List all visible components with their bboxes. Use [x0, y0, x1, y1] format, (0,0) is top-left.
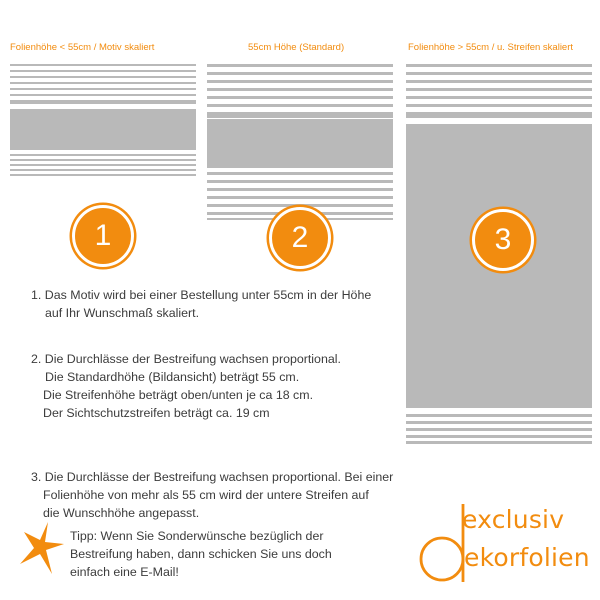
column-label-1: Folienhöhe < 55cm / Motiv skaliert [10, 42, 155, 53]
tip-text [70, 527, 332, 581]
number-circle-3 [472, 209, 534, 271]
stripe-diagram-small [10, 64, 196, 176]
star-burst-icon [20, 522, 64, 574]
number-circle-1 [72, 205, 134, 267]
note-3-line-3: die Wunschhöhe angepasst. [43, 506, 200, 520]
note-3-line-2: Folienhöhe von mehr als 55 cm wird der untere Streifen auf [43, 488, 369, 502]
note-2-line-1: 2. Die Durchlässe der Bestreifung wachsen proportional. [31, 352, 341, 366]
tip-line-1: Tipp: Wenn Sie Sonderwünsche bezüglich der [70, 529, 324, 543]
number-circle-2 [269, 207, 331, 269]
number-2-label: 2 [291, 221, 309, 254]
note-2-line-4: Der Sichtschutzstreifen beträgt ca. 19 cm [43, 406, 270, 420]
note-2-line-2: Die Standardhöhe (Bildansicht) beträgt 55 cm. [45, 370, 300, 384]
logo-line-1: exclusiv [462, 505, 565, 534]
note-1-line-1: 1. Das Motiv wird bei einer Bestellung unter 55cm in der Höhe [31, 288, 372, 302]
number-1-label: 1 [94, 219, 112, 252]
note-3-line-1: 3. Die Durchlässe der Bestreifung wachsen proportional. Bei einer [31, 470, 394, 484]
column-label-2: 55cm Höhe (Standard) [248, 42, 345, 53]
column-label-3: Folienhöhe > 55cm / u. Streifen skaliert [408, 42, 574, 53]
tip-line-2: Bestreifung haben, dann schicken Sie uns doch [70, 547, 332, 561]
note-1-line-2: auf Ihr Wunschmaß skaliert. [45, 306, 200, 320]
number-3-label: 3 [494, 223, 512, 256]
tip-line-3: einfach eine E-Mail! [70, 565, 179, 579]
note-2-line-3: Die Streifenhöhe beträgt oben/unten je ca 18 cm. [43, 388, 314, 402]
logo-line-2: ekorfolien [464, 543, 590, 572]
stripe-diagram-standard [207, 64, 393, 220]
